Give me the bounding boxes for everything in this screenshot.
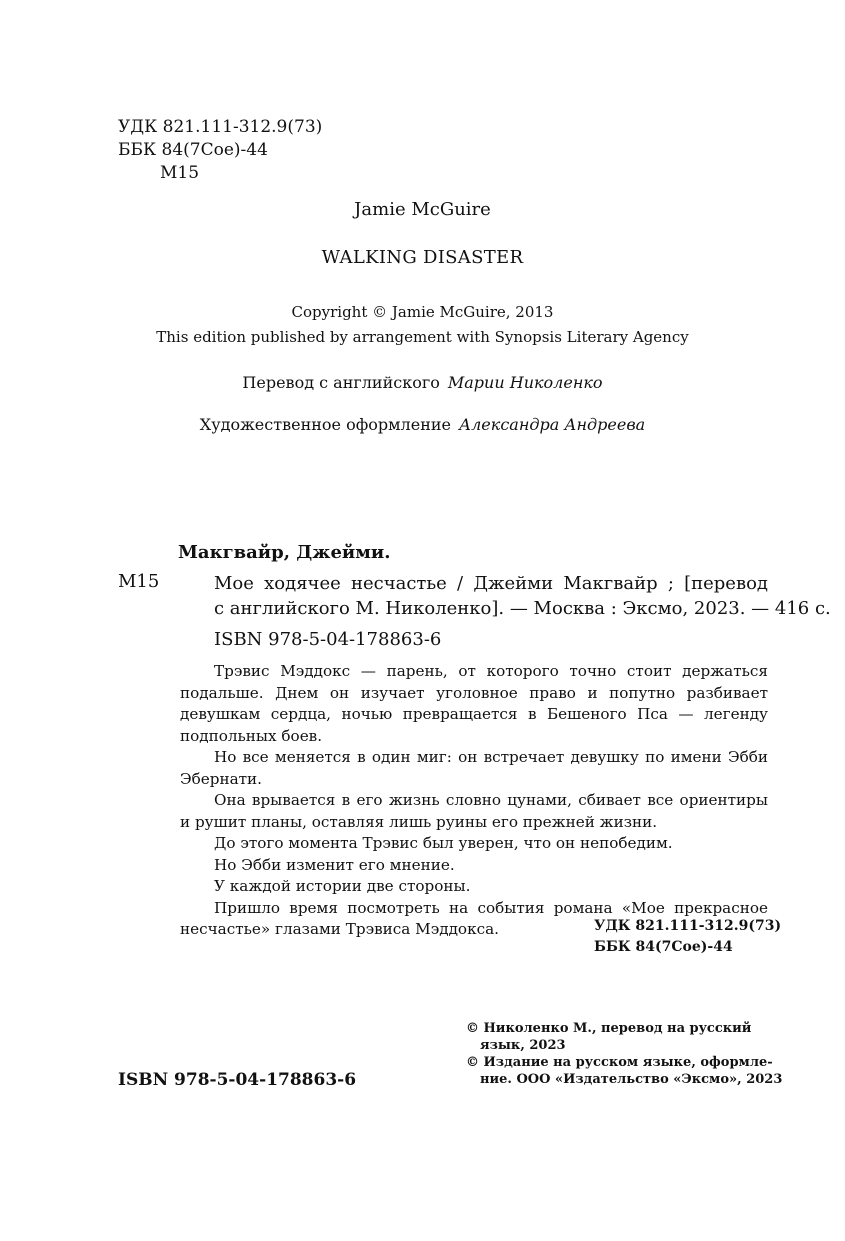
top-classification-codes <box>118 116 322 185</box>
annotation-paragraph: Она врывается в его жизнь словно цунами, сбивает все ориентиры и рушит планы, оставляя лишь руины его прежней жизни. <box>180 791 768 831</box>
designer-name: Александра Андреева <box>458 415 646 434</box>
annotation-paragraph: Трэвис Мэддокс — парень, от которого точно стоит держаться подальше. Днем он изучает уголовное право и попутно разбивает девушкам сердца, ночью превращается в Бешеного Пса — легенду подпольных боев. <box>180 662 768 745</box>
original-title: WALKING DISASTER <box>321 247 524 268</box>
design-credit <box>0 415 845 434</box>
annotation <box>180 661 768 941</box>
udk-code-right: УДК 821.111-312.9(73) <box>594 918 782 934</box>
translator-name: Марии Николенко <box>447 373 603 392</box>
author-mark: М15 <box>160 163 200 183</box>
arrangement-line: This edition published by arrangement with Synopsis Literary Agency <box>156 328 689 346</box>
edition-copyright-line-1: © Издание на русском языке, оформле- <box>466 1055 773 1070</box>
bbk-code: ББК 84(7Сое)-44 <box>118 140 268 160</box>
catalog-line-2: с английского М. Николенко]. — Москва : Эксмо, 2023. — 416 с. <box>214 598 831 619</box>
udk-code: УДК 821.111-312.9(73) <box>118 117 323 137</box>
copyright-block <box>0 300 845 350</box>
translation-copyright-line-2: язык, 2023 <box>480 1038 566 1053</box>
catalog-line-1: Мое ходячее несчастье / Джейми Макгвайр ; [перевод <box>214 573 768 594</box>
catalog-heading: Макгвайр, Джейми. <box>178 542 391 563</box>
copyright-line: Copyright © Jamie McGuire, 2013 <box>291 303 554 321</box>
translation-credit <box>0 373 845 392</box>
bbk-code-right: ББК 84(7Сое)-44 <box>594 939 733 955</box>
annotation-classification-codes <box>594 916 781 958</box>
annotation-paragraph: Пришло время посмотреть на события романа «Мое прекрасное несчастье» глазами Трэвиса Мэддокса. <box>180 898 768 938</box>
design-label: Художественное оформление <box>199 415 451 434</box>
original-author: Jamie McGuire <box>354 199 491 220</box>
catalog-author-mark: М15 <box>118 571 160 592</box>
annotation-paragraph: Но Эбби изменит его мнение. <box>214 855 455 874</box>
translation-copyright-line-1: © Николенко М., перевод на русский <box>466 1021 752 1036</box>
catalog-description <box>214 571 831 621</box>
annotation-paragraph: Но все меняется в один миг: он встречает девушку по имени Эбби Эбернати. <box>180 748 768 788</box>
footer-isbn: ISBN 978-5-04-178863-6 <box>118 1070 357 1090</box>
annotation-paragraph: У каждой истории две стороны. <box>214 877 471 895</box>
translation-label: Перевод с английского <box>242 373 440 392</box>
footer-copyright-block <box>466 1020 783 1088</box>
edition-copyright-line-2: ние. ООО «Издательство «Эксмо», 2023 <box>480 1072 783 1087</box>
catalog-isbn: ISBN 978-5-04-178863-6 <box>214 629 442 650</box>
annotation-paragraph: До этого момента Трэвис был уверен, что он непобедим. <box>214 834 673 852</box>
